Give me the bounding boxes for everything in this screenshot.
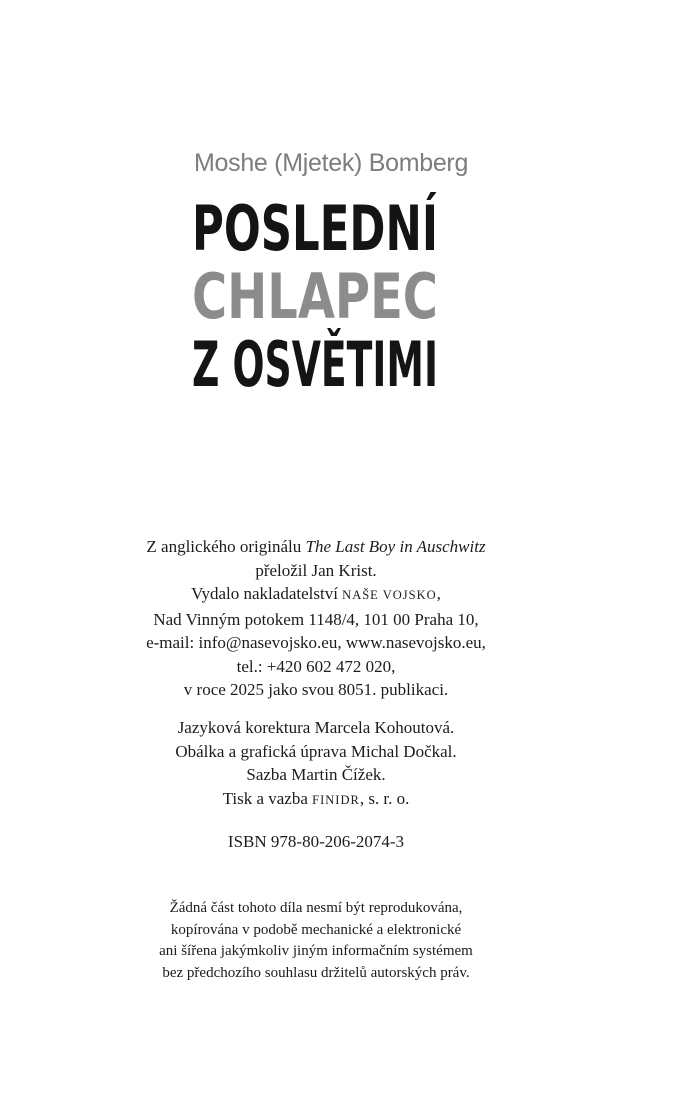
original-title-prefix: Z anglického originálu [146,537,306,556]
author-name: Moshe (Mjetek) Bomberg [194,149,469,177]
email-web-line: e-mail: info@nasevojsko.eu, www.nasevojsko.eu, [146,633,486,652]
printing-line [0,787,632,813]
title-line-1 [192,192,442,265]
rights-line-1: Žádná část tohoto díla nesmí být reprodukována, [169,900,463,916]
publisher-line [0,582,632,608]
typesetting-line: Sazba Martin Čížek. [246,765,386,784]
copyright-notice [0,898,632,984]
title-word-posledni: POSLEDNÍ [192,192,438,265]
title-word-chlapec: CHLAPEC [192,260,438,333]
printing-prefix: Tisk a vazba [222,788,313,808]
isbn: ISBN 978-80-206-2074-3 [227,832,405,851]
translator-line: přeložil Jan Krist. [255,560,377,580]
rights-line-4: bez předchozího souhlasu držitelů autorských práv. [162,964,470,981]
title-line-2 [192,260,442,333]
address-line: Nad Vinným potokem 1148/4, 101 00 Praha 10, [153,609,479,629]
publisher-name: NAŠE VOJSKO [342,588,437,602]
credits-block [0,716,632,812]
original-title: The Last Boy in Auschwitz [305,537,486,556]
publication-year-line: v roce 2025 jako svou 8051. publikaci. [183,680,449,699]
rights-line-2: kopírována v podobě mechanické a elektronické [170,921,462,938]
phone-line: tel.: +420 602 472 020, [236,656,396,676]
title-line-3 [192,328,442,401]
imprint-block [0,535,632,702]
cover-design-line: Obálka a grafická úprava Michal Dočkal. [175,741,457,761]
title-line-3-svg [192,328,442,401]
title-line-1-svg [192,192,442,265]
title-line-2-svg [192,260,442,333]
proofreading-line: Jazyková korektura Marcela Kohoutová. [177,718,455,737]
rights-line-3: ani šířena jakýmkoliv jiným informačním systémem [159,943,473,959]
publisher-prefix: Vydalo nakladatelství [191,584,343,603]
original-title-line [0,535,632,559]
title-words-z-osvetimi: Z OSVĚTIMI [192,328,438,401]
printer-name: FINIDR [312,792,360,807]
publisher-suffix: , [436,584,441,603]
printing-suffix: , s. r. o. [359,788,410,808]
